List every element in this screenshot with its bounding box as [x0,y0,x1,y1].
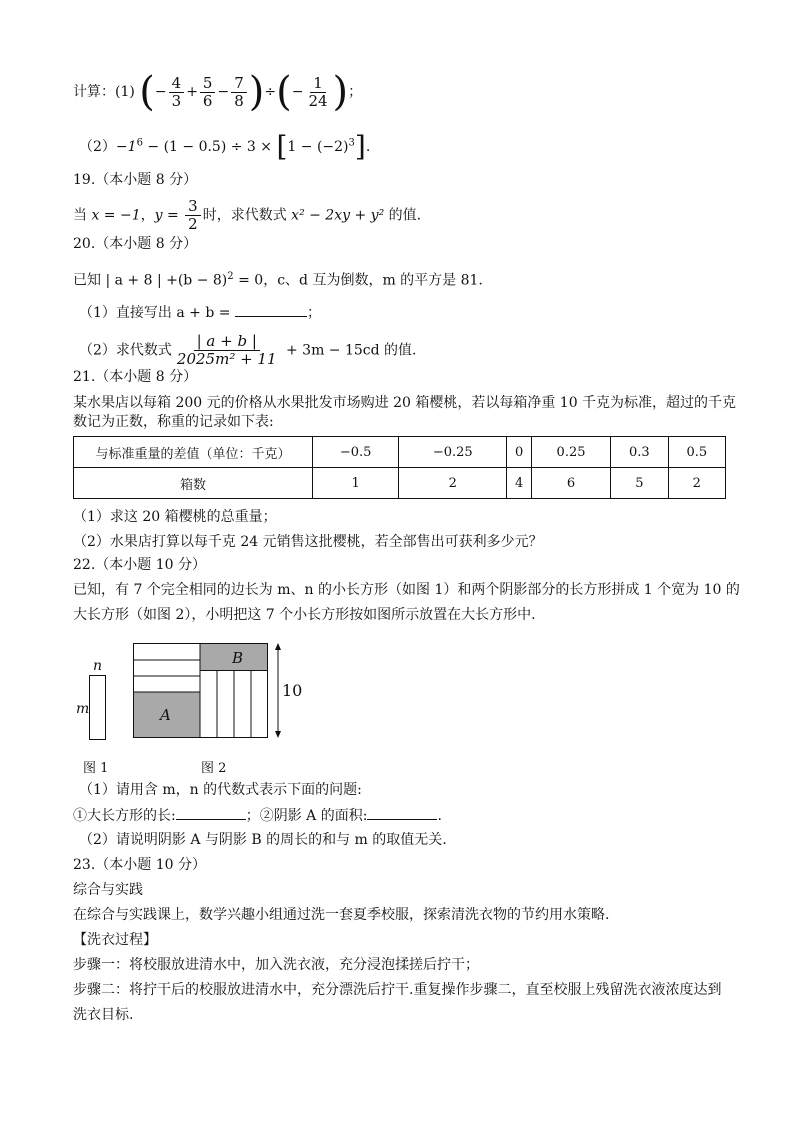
fig2-b-label: B [232,649,244,667]
q20-given: 已知 | a + 8 | $+(b - 8)^2 = 0$，c、d 互为倒数，m 的平方是 81. [73,271,483,289]
q22-part1: （1）请用含 m，n 的代数式表示下面的问题: [79,782,362,798]
table-cell: 0 [507,437,532,468]
q21-line2: 数记为正数，称重的记录如下表: [73,414,274,430]
table-cell: 0.3 [611,437,668,468]
q23-heading: 23.（本小题 10 分） [73,857,206,873]
q19-body: 当 x = −1，y = $\frac{3}{2}$ 时，求代数式 x² − 2xy + y² 的值. [73,197,422,233]
q22-part1-questions: ①大长方形的长: ；②阴影 A 的面积: . [73,805,442,826]
fraction: $\frac{3}{2}$ [185,198,201,233]
q18-part2: $(2)-1^6 - (1 - 0.5) \div 3 \times [1 - (-2)^3]$. [79,130,371,163]
table-cell: 1 [313,468,399,499]
q20-heading: 20.（本小题 8 分） [73,236,198,252]
weight-table [73,436,726,499]
answer-blank [176,805,246,820]
q22-part2: （2）请说明阴影 A 与阴影 B 的周长的和与 m 的取值无关. [79,832,447,848]
q23-step1: 步骤一：将校服放进清水中，加入洗衣液，充分浸泡揉搓后拧干； [73,957,479,973]
fraction: $\frac{5}{6}$ [200,75,216,110]
fraction: $\frac{1}{24}$ [308,73,328,110]
q21-part2: （2）水果店打算以每千克 24 元销售这批樱桃，若全部售出可获利多少元？ [73,534,543,550]
q23-title: 综合与实践 [73,882,143,898]
fig1-n-label: n [93,658,103,674]
fraction: $\frac{| a + b |}{\text{2025m² + 11}}$ [176,332,277,368]
figure-1-small-rectangle [74,655,114,745]
q21-line1: 某水果店以每箱 200 元的价格从水果批发市场购进 20 箱樱桃，若以每箱净重 10 千克为标准，超过的千克 [73,395,737,411]
table-cell: 2 [668,468,725,499]
fig1-m-label: m [76,701,90,717]
fraction: $\frac{7}{8}$ [231,75,247,110]
fraction: $\frac{4}{3}$ [169,75,185,110]
q23-step2-line2: 洗衣目标. [73,1007,134,1023]
table-cell: −0.25 [399,437,507,468]
q20-part1: （1）直接写出 a + b = ； [79,302,321,323]
q23-section: 【洗衣过程】 [73,932,157,948]
q22-heading: 22.（本小题 10 分） [73,557,206,573]
q23-intro: 在综合与实践课上，数学兴趣小组通过洗一套夏季校服，探索清洗衣物的节约用水策略. [73,907,610,923]
figure-2-caption: 图 2 [201,761,227,776]
q23-step2-line1: 步骤二：将拧干后的校服放进清水中，充分漂洗后拧干.重复操作步骤二，直至校服上残留洗衣液浓度达到 [73,982,722,998]
table-cell: 0.5 [668,437,725,468]
q22-line1: 已知，有 7 个完全相同的边长为 m、n 的小长方形（如图 1）和两个阴影部分的长方形拼成 1 个宽为 10 的 [73,582,740,598]
table-cell: 2 [399,468,507,499]
answer-blank [235,302,307,317]
table-header-cell: 与标准重量的差值（单位：千克） [74,437,313,468]
table-cell: 0.25 [531,437,610,468]
figure-2-large-rectangle [128,640,303,743]
fig2-width-label: 10 [282,681,303,700]
q21-part1: （1）求这 20 箱樱桃的总重量； [73,509,277,525]
table-cell: 4 [507,468,532,499]
answer-blank [367,805,437,820]
table-row [74,468,726,499]
table-cell: 6 [531,468,610,499]
fig2-a-label: A [160,706,171,724]
q18-part1: 计算：(1) (− $\frac{4}{3}$ + $\frac{5}{6}$ − $\frac{7}{8}$ )÷(− $\frac{1}{24}$ )； [73,69,363,115]
table-header-cell: 箱数 [74,468,313,499]
q20-part2: （2）求代数式 $\frac{| a + b |}{\text{2025m² + 11}}$ + 3m − 15cd 的值. [79,332,417,368]
table-cell: 5 [611,468,668,499]
q19-heading: 19.（本小题 8 分） [73,172,198,188]
q21-heading: 21.（本小题 8 分） [73,369,198,385]
q22-line2: 大长方形（如图 2），小明把这 7 个小长方形按如图所示放置在大长方形中. [73,607,536,623]
figure-1-caption: 图 1 [83,761,109,776]
table-row [74,437,726,468]
table-cell: −0.5 [313,437,399,468]
